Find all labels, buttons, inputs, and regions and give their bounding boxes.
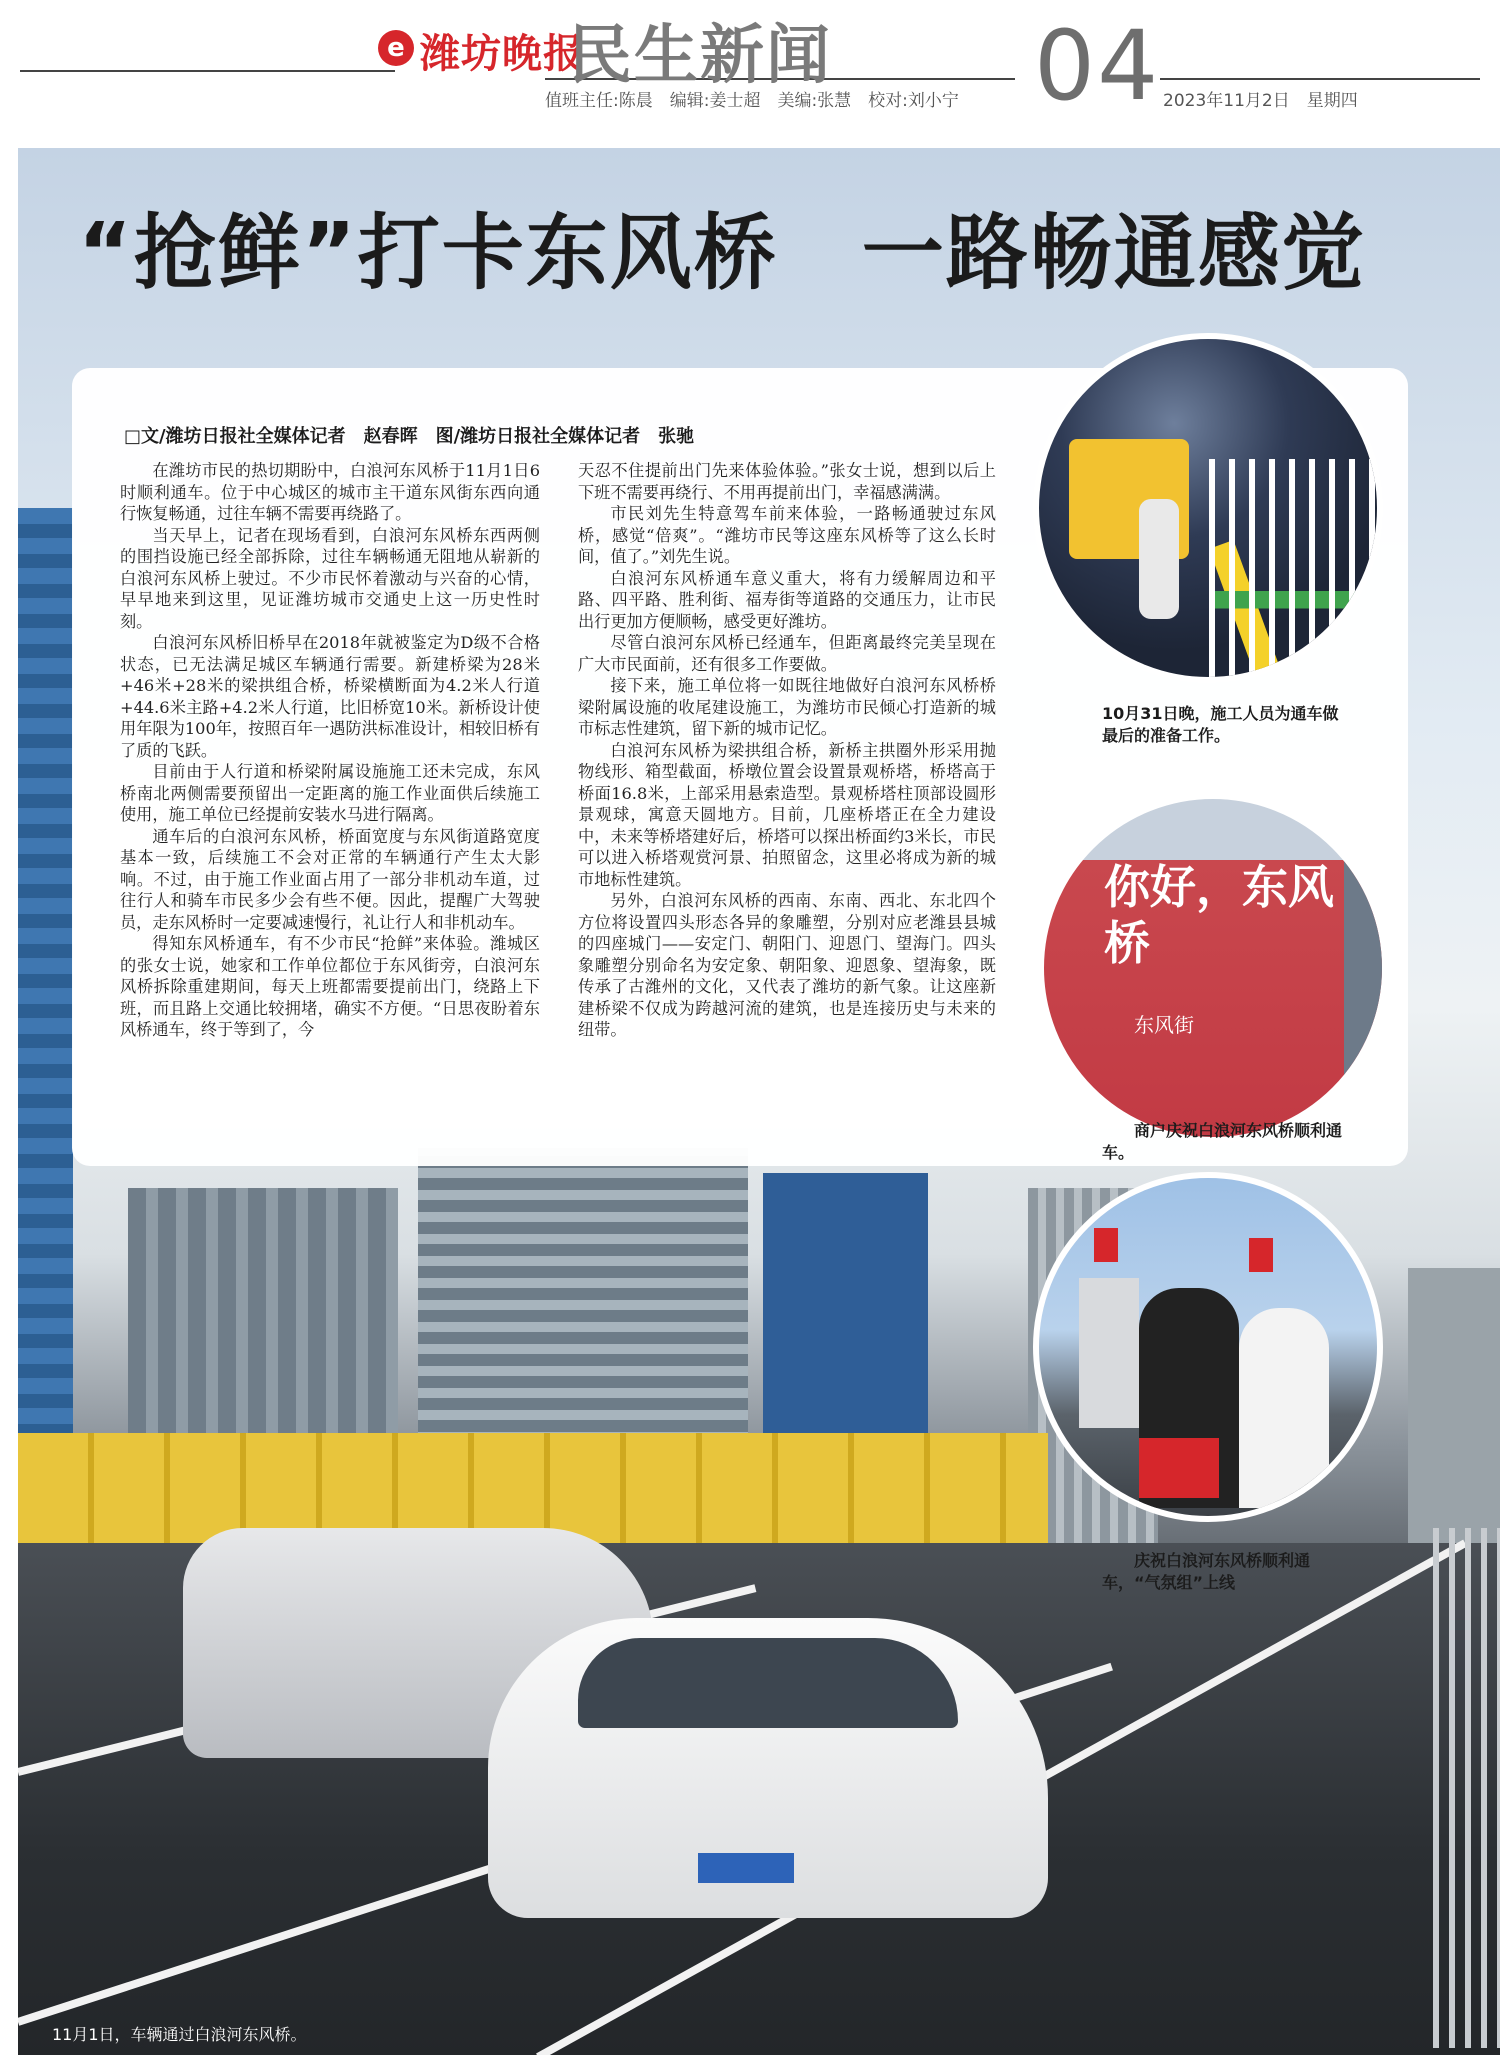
photo-worker (1139, 499, 1179, 619)
photo-caption-2: 商户庆祝白浪河东风桥顺利通车。 (1102, 1121, 1343, 1162)
photo-railing (1433, 1528, 1500, 2048)
paragraph: 白浪河东风桥旧桥早在2018年就被鉴定为D级不合格状态，已无法满足城区车辆通行需要。新建桥梁为28米+46米+28米的梁拱组合桥，桥梁横断面为4.2米人行道+44.6米主路+4.2米人行道，比旧桥宽10米。新桥设计使用年限为100年，按照百年一遇防洪标准设计，相较旧桥有了质的飞跃。 (120, 633, 540, 760)
paragraph: 天忍不住提前出门先来体验体验。”张女士说，想到以后上下班不需要再绕行、不用再提前出门，幸福感满满。 (578, 461, 996, 502)
section-title: 民生新闻 (568, 18, 832, 93)
paper-logo-icon: e (378, 30, 414, 66)
photo-cheer-squad (1033, 1172, 1383, 1522)
photo-person (1239, 1308, 1329, 1508)
staff-credits: 值班主任:陈晨 编辑:姜士超 美编:张慧 校对:刘小宁 (545, 91, 959, 111)
sign-text: 你好，东风桥 (1104, 860, 1334, 970)
photo-car (488, 1618, 1048, 1918)
photo-building (1344, 859, 1388, 1139)
photo-caption-1: 10月31日晚，施工人员为通车做最后的准备工作。 (1102, 704, 1339, 745)
header-rule-right (1160, 78, 1480, 80)
article-column-2 (578, 460, 996, 1041)
photo-card (1249, 1238, 1273, 1272)
paragraph: 白浪河东风桥为梁拱组合桥，新桥主拱圈外形采用抛物线形、箱型截面，桥墩位置会设置景观桥塔，桥塔高于桥面16.8米，上部采用悬索造型。景观桥塔柱顶部设圆形景观球，寓意天圆地方。目前，几座桥塔正在全力建设中，未来等桥塔建好后，桥塔可以探出桥面约3米长，市民可以进入桥塔观赏河景、拍照留念，这里必将成为新的城市地标性建筑。 (578, 740, 996, 889)
paragraph: 尽管白浪河东风桥已经通车，但距离最终完美呈现在广大市民面前，还有很多工作要做。 (578, 633, 996, 674)
photo-caption-3: 庆祝白浪河东风桥顺利通车，“气氛组”上线 (1102, 1551, 1311, 1592)
main-photo-caption: 11月1日，车辆通过白浪河东风桥。 (52, 2025, 307, 2044)
byline: □文/潍坊日报社全媒体记者 赵春晖 图/潍坊日报社全媒体记者 张驰 (124, 426, 695, 447)
paragraph: 市民刘先生特意驾车前来体验，一路畅通驶过东风桥，感觉“倍爽”。“潍坊市民等这座东风桥等了这么长时间，值了。”刘先生说。 (578, 504, 996, 566)
photo-fence (1209, 459, 1383, 679)
sign-brand: 东风街 (1134, 1013, 1194, 1037)
photo-building (18, 508, 73, 1558)
header-rule-left (20, 70, 395, 72)
paragraph: 另外，白浪河东风桥的西南、东南、西北、东北四个方位将设置四头形态各异的象雕塑，分别对应老潍县县城的四座城门——安定门、朝阳门、迎恩门、望海门。四头象雕塑分别命名为安定象、朝阳象、迎恩象、望海象，既传承了古潍州的文化，又代表了潍坊的新气象。让这座新建桥梁不仅成为跨越河流的建筑，也是连接历史与未来的纽带。 (578, 891, 996, 1039)
paragraph: 当天早上，记者在现场看到，白浪河东风桥东西两侧的围挡设施已经全部拆除，过往车辆畅通无阻地从崭新的白浪河东风桥上驶过。不少市民怀着激动与兴奋的心情，早早地来到这里，见证潍坊城市交通史上这一历史性时刻。 (120, 525, 540, 631)
photo-sash (1139, 1438, 1219, 1498)
photo-car-plate (698, 1853, 794, 1883)
paragraph: 接下来，施工单位将一如既往地做好白浪河东风桥桥梁附属设施的收尾建设施工，为潍坊市民倾心打造新的城市标志性建筑，留下新的城市记忆。 (578, 676, 996, 738)
page-number: 04 (1034, 10, 1161, 122)
photo-night-workers (1033, 333, 1383, 683)
photo-building (1079, 1278, 1139, 1428)
photo-celebration-sign (1038, 793, 1388, 1143)
article-column-1 (120, 460, 540, 1041)
masthead (0, 0, 1500, 140)
headline: “抢鲜”打卡东风桥 一路畅通感觉 (78, 206, 1366, 301)
paragraph: 在潍坊市民的热切期盼中，白浪河东风桥于11月1日6时顺利通车。位于中心城区的城市主干道东风街东西向通行恢复畅通，过往车辆不需要再绕路了。 (120, 461, 540, 523)
issue-date: 2023年11月2日 星期四 (1163, 91, 1358, 111)
paragraph: 白浪河东风桥通车意义重大，将有力缓解周边和平路、四平路、胜利街、福寿街等道路的交通压力，让市民出行更加方便顺畅，感受更好潍坊。 (578, 568, 996, 631)
paragraph: 目前由于人行道和桥梁附属设施施工还未完成，东风桥南北两侧需要预留出一定距离的施工作业面供后续施工使用，施工单位已经提前安装水马进行隔离。 (120, 762, 540, 824)
photo-card (1094, 1228, 1118, 1262)
paragraph: 得知东风桥通车，有不少市民“抢鲜”来体验。潍城区的张女士说，她家和工作单位都位于东风街旁，白浪河东风桥拆除重建期间，每天上班都需要提前出门，绕路上下班，而且路上交通比较拥堵，确实不方便。“日思夜盼着东风桥通车，终于等到了，今 (120, 934, 540, 1039)
photo-car-window (578, 1638, 958, 1728)
paper-name: 潍坊晚报 (420, 31, 584, 77)
paragraph: 通车后的白浪河东风桥，桥面宽度与东风街道路宽度基本一致，后续施工不会对正常的车辆通行产生太大影响。不过，由于施工作业面占用了一部分非机动车道，过往行人和骑车市民多少会有些不便。因此，提醒广大驾驶员，走东风桥时一定要减速慢行，礼让行人和非机动车。 (120, 826, 540, 932)
